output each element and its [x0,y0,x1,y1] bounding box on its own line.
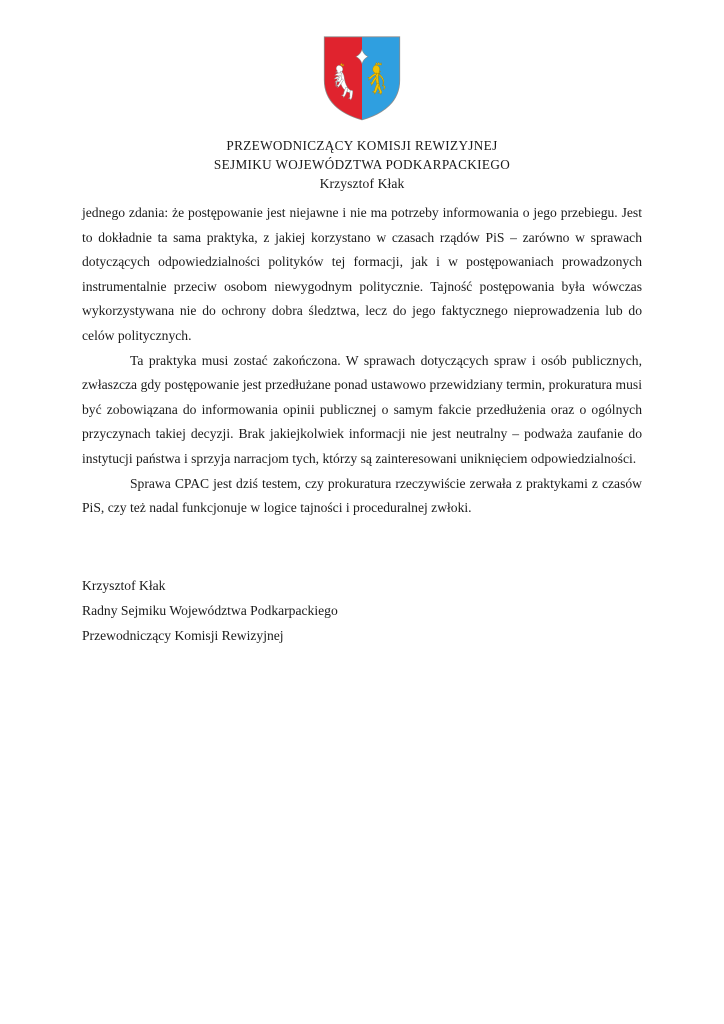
header-title-line-2: SEJMIKU WOJEWÓDZTWA PODKARPACKIEGO [213,157,511,172]
body-paragraph-3: Sprawa CPAC jest dziś testem, czy prokuratura rzeczywiście zerwała z praktykami z czasów PiS, czy też nadal funkcjonuje w logice tajności i proceduralnej zwłoki. [82,475,642,516]
body-paragraph-1: jednego zdania: że postępowanie jest niejawne i nie ma potrzeby informowania o jego przebiegu. Jest to dokładnie ta sama praktyka, z jakiej korzystano w czasach rządów PiS – zarówno w sprawach dotyczących odpowiedzialności polityków tej formacji, jak i w postępowaniach prowadzonych instrumentalnie przeciw osobom niewygodnym politycznie. Tajność postępowania była wówczas wykorzystywana nie do ochrony dobra śledztwa, lecz do jego faktycznego nieprowadzenia lub do celów politycznych. [82,205,642,343]
emblem-container [0,34,724,122]
signature-role-councillor: Radny Sejmiku Województwa Podkarpackiego [82,603,338,618]
body-paragraph-2: Ta praktyka musi zostać zakończona. W sprawach dotyczących spraw i osób publicznych, zwłaszcza gdy postępowanie jest przedłużane ponad ustawowo przewidziany termin, prokuratura musi być zobowiązana do informowania opinii publicznej o samym fakcie przedłużenia oraz o ogólnych przyczynach takiej decyzji. Brak jakiejkolwiek informacji nie jest neutralny – podważa zaufanie do instytucji państwa i sprzyja narracjom tych, którzy są zainteresowani uniknięciem odpowiedzialności. [82,352,642,466]
letterhead-header [0,136,724,194]
document-body [82,201,642,521]
header-title-line-1: PRZEWODNICZĄCY KOMISJI REWIZYJNEJ [226,138,498,153]
signature-role-chairman: Przewodniczący Komisji Rewizyjnej [82,628,284,643]
podkarpackie-coat-of-arms-icon [320,34,404,122]
header-person-name: Krzysztof Kłak [319,176,405,191]
signature-block [82,573,642,648]
signature-name: Krzysztof Kłak [82,578,166,593]
